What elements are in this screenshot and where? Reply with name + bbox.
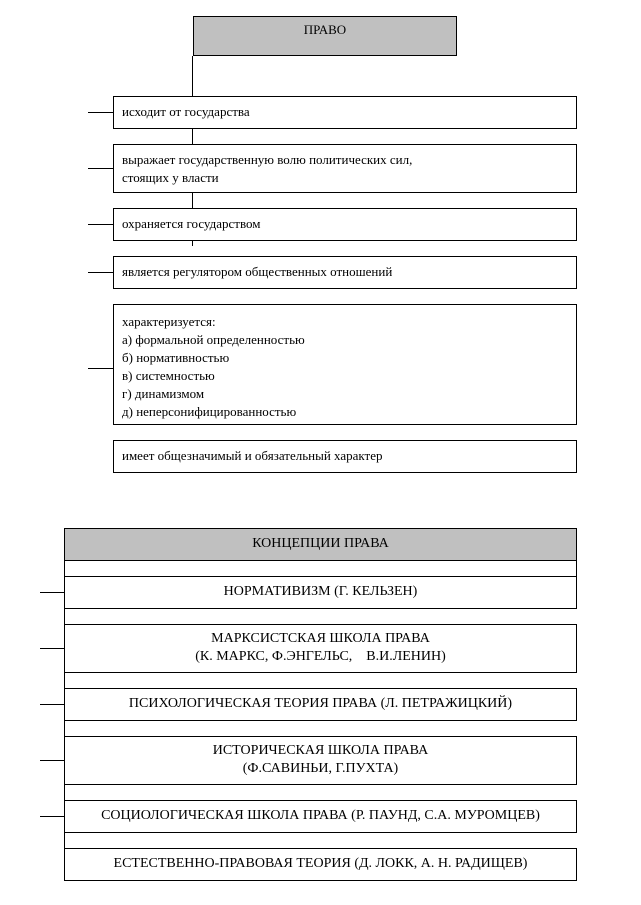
concept-item-box [64,688,577,721]
pravo-tick [88,368,113,369]
concept-item-box [64,736,577,785]
concepts-tick [40,592,65,593]
concept-item-text: СОЦИОЛОГИЧЕСКАЯ ШКОЛА ПРАВА (Р. ПАУНД, С.А. МУРОМЦЕВ) [101,808,540,823]
concept-item-box [64,800,577,833]
concepts-tick [40,704,65,705]
pravo-item-text: охраняется государством [122,216,261,231]
pravo-item-text: исходит от государства [122,104,250,119]
pravo-title: ПРАВО [303,22,347,37]
concept-item-box [64,576,577,609]
pravo-item-box [113,304,577,425]
concepts-title-box [64,528,577,561]
concepts-connector-vertical [64,832,65,848]
concept-item-text: НОРМАТИВИЗМ (Г. КЕЛЬЗЕН) [223,584,418,599]
pravo-tick [88,168,113,169]
concepts-connector-vertical [576,561,577,576]
pravo-item-text: выражает государственную волю политических сил, стоящих у власти [122,152,413,185]
concepts-tick [40,648,65,649]
pravo-item-box [113,208,577,241]
pravo-item-text: имеет общезначимый и обязательный характер [122,448,383,463]
pravo-item-box [113,96,577,129]
concepts-connector-vertical [64,672,65,688]
concept-item-text: ЕСТЕСТВЕННО-ПРАВОВАЯ ТЕОРИЯ (Д. ЛОКК, А. Н. РАДИЩЕВ) [113,856,528,871]
pravo-item-box [113,256,577,289]
concepts-connector-vertical [64,784,65,800]
pravo-item-box [113,144,577,193]
concept-item-box [64,848,577,881]
pravo-title-box [193,16,457,56]
concepts-connector-vertical [64,720,65,736]
concepts-tick [40,760,65,761]
pravo-tick [88,272,113,273]
pravo-tick [88,112,113,113]
concepts-tick [40,816,65,817]
pravo-tick [88,224,113,225]
pravo-item-text: характеризуется: а) формальной определенностью б) нормативностью в) системностью г) динамизмом д) неперсонифицированностью [122,314,305,419]
concept-item-box [64,624,577,673]
concepts-title: КОНЦЕПЦИИ ПРАВА [252,536,389,551]
pravo-item-text: является регулятором общественных отношений [122,264,393,279]
concept-item-text: ИСТОРИЧЕСКАЯ ШКОЛА ПРАВА (Ф.САВИНЬИ, Г.ПУХТА) [212,743,429,776]
concept-item-text: ПСИХОЛОГИЧЕСКАЯ ТЕОРИЯ ПРАВА (Л. ПЕТРАЖИЦКИЙ) [128,696,513,711]
pravo-item-box [113,440,577,473]
concept-item-text: МАРКСИСТСКАЯ ШКОЛА ПРАВА (К. МАРКС, Ф.ЭНГЕЛЬС, В.И.ЛЕНИН) [195,631,446,664]
